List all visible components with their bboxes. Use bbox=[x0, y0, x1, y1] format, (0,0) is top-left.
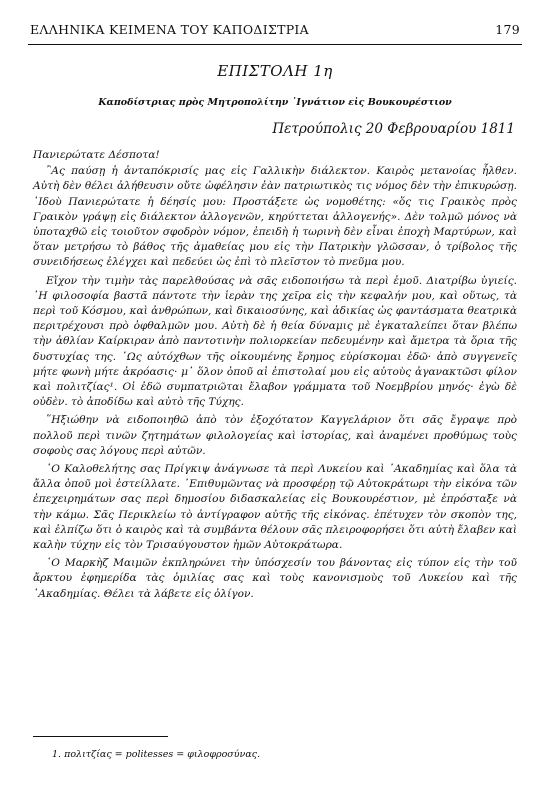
letter-paragraph: ῍Ας παύσῃ ἡ ἀνταπόκρισίς μας εἰς Γαλλικὴν διάλεκτον. Καιρὸς μετανοίας ἦλθεν. Αὐτὴ δὲν θέλει ἀλήθευσιν οὔτε ὠφέλησιν ἐὰν πατριωτικὸς τις νόμος δὲν τὴν ἐπικυρώσῃ. ᾿Ιδοὺ Πανιερώτατε ἡ δέησίς μου: Προστάξετε ὡς νομοθέτης: «ὅς τις Γραικὸς πρὸς Γραικὸν γράψῃ εἰς διάλεκτον ἀλλογενῶν, κηρύττεται ἀλλογενής». Δὲν τολμῶ μόνος νὰ ὑποταχθῶ εἰς τοιοῦτον σφοδρὸν νόμον, ἐπειδὴ ἡ τωρινὴ δὲν εἶναι ἐποχὴ Μαρτύρων, καὶ ὅταν μετρήσω τὸ βάθος τῆς ἀμαθείας μου εἰς τὴν Πατρικὴν γλῶσσαν, ὁ τρίβολος τῆς συνειδήσεως ἐλέγχει καὶ πεδεύει ὡς ἐπὶ τὸ πλεῖστον τὸ πνεῦμα μου. bbox=[33, 165, 517, 269]
letter-title: ΕΠΙΣΤΟΛΗ 1η bbox=[217, 62, 333, 80]
letter-dateline: Πετρούπολις 20 Φεβρουαρίου 1811 bbox=[272, 121, 515, 137]
header-rule bbox=[28, 44, 522, 45]
letter-subtitle: Καποδίστριας πρὸς Μητροπολίτην ᾿Ιγνάτιον εἰς Βουκουρέστιον bbox=[98, 97, 452, 108]
letter-paragraph: ῾Ο Καλοθελήτης σας Πρίγκιψ ἀνάγνωσε τὰ περὶ Λυκείου καὶ ᾿Ακαδημίας καὶ ὅλα τὰ ἄλλα ὁποῦ μοὶ ἐστείλλατε. ᾿Επιθυμῶντας νὰ προσφέρῃ τῷ Αὐτοκράτωρι τὴν εἰκόνα τῶν ἐπεχειρημάτων σας περὶ δημοσίου διδασκαλείας εἰς Βουκουρέστιον, μὲ ἐπρόσταξε νὰ τὴν κάμω. Σᾶς Περικλείω τὸ ἀντίγραφον αὐτῆς τῆς εἰκόνας. ἐπέτυχεν τὸν σκοπὸν της, καὶ ἐλπίζω ὅτι ὁ καιρὸς καὶ τὰ συμβάντα θέλουν σᾶς πλειροφορήσει ὅτι αὐτὴ ἔλαβεν καὶ καλὴν τύχην εἰς τὸν Τρισαύγουστον ἡμῶν Αὐτοκράτωρα. bbox=[33, 463, 517, 552]
running-title: ΕΛΛΗΝΙΚΑ ΚΕΙΜΕΝΑ ΤΟΥ ΚΑΠΟΔΙΣΤΡΙΑ bbox=[30, 22, 309, 37]
letter-paragraph: ῾Ο Μαρκὴζ Μαιμῶν ἐκπληρώνει τὴν ὑπόσχεσίν του βάνοντας εἰς τύπον εἰς τὴν τοῦ ἄρκτου ἐφημερίδα τὰς ὁμιλίας σας καὶ τοὺς κανονισμοὺς τοῦ Λυκείου καὶ τῆς ᾿Ακαδημίας. Θέλει τὰ λάβετε εἰς ὀλίγον. bbox=[33, 557, 517, 600]
letter-body bbox=[33, 148, 517, 605]
footnote-rule bbox=[33, 736, 168, 737]
running-header bbox=[30, 22, 520, 37]
letter-salutation: Πανιερώτατε Δέσποτα! bbox=[33, 149, 160, 161]
letter-paragraph: Εἴχον τὴν τιμὴν τὰς παρελθούσας νὰ σᾶς ειδοποιήσω τὰ περὶ ἐμοῦ. Διατρίβω ὑγιείς. ᾿Η φιλοσοφία βαστᾶ πάντοτε τὴν ἱερὰν της χεῖρα εἰς τὴν κεφαλήν μου, καὶ οὕτως, τὰ περὶ τοῦ Κόσμου, καὶ ἀνθρώπων, καὶ δικαιοσύνης, καὶ ἀδικίας ὡς φαντάσματα θεατρικὰ περιτρέχουσι πρὸ ὀφθαλμῶν μου. Αὐτὴ δὲ ἡ θεία δύναμις μὲ ἐγκαταλείπει ὅταν βλέπω τὴν ἀθλίαν Καίρκιραν ἀπὸ παντοτινὴν πολιορκείαν πεδευμένην καὶ ἄμετρα τὰ ὅρια τῆς δυστυχίας της. ῾Ως αὐτόχθων τῆς οἰκουμένης ἔρημος εὑρίσκομαι ἐδῶ· ἀπὸ συγγενεῖς μήτε φωνὴ μήτε ἀκρόασις· μ᾿ ὅλον ὁποῦ αἱ ἐπιστολαί μου εἰς αὐτοὺς ἀγανακτῶσι φίλον καὶ πολιτζίας¹. Οἱ ἐδῶ συμπατριῶται ἔλαβον γράμματα τοῦ Νοεμβρίου μηνός· ἐγὼ δὲ οὐδὲν. τὸ ἀποδίδω καὶ αὐτὸ τῆς Τύχης. bbox=[33, 274, 517, 409]
page-number: 179 bbox=[495, 22, 520, 37]
letter-paragraph: ῞Ηξιώθην νὰ ειδοποιηθῶ ἀπὸ τὸν ἐξοχότατον Καγγελάριον ὅτι σᾶς ἔγραψε πρὸ πολλοῦ περὶ τινῶν ζητημάτων φιλολογείας καὶ ἱστορίας, καὶ ἀναμένει προθύμως τοὺς σοφοὺς σας λόγους περὶ αὐτῶν. bbox=[33, 414, 517, 457]
footnote: 1. πολιτζίας = politesses = φιλοφροσύνας. bbox=[52, 749, 261, 760]
